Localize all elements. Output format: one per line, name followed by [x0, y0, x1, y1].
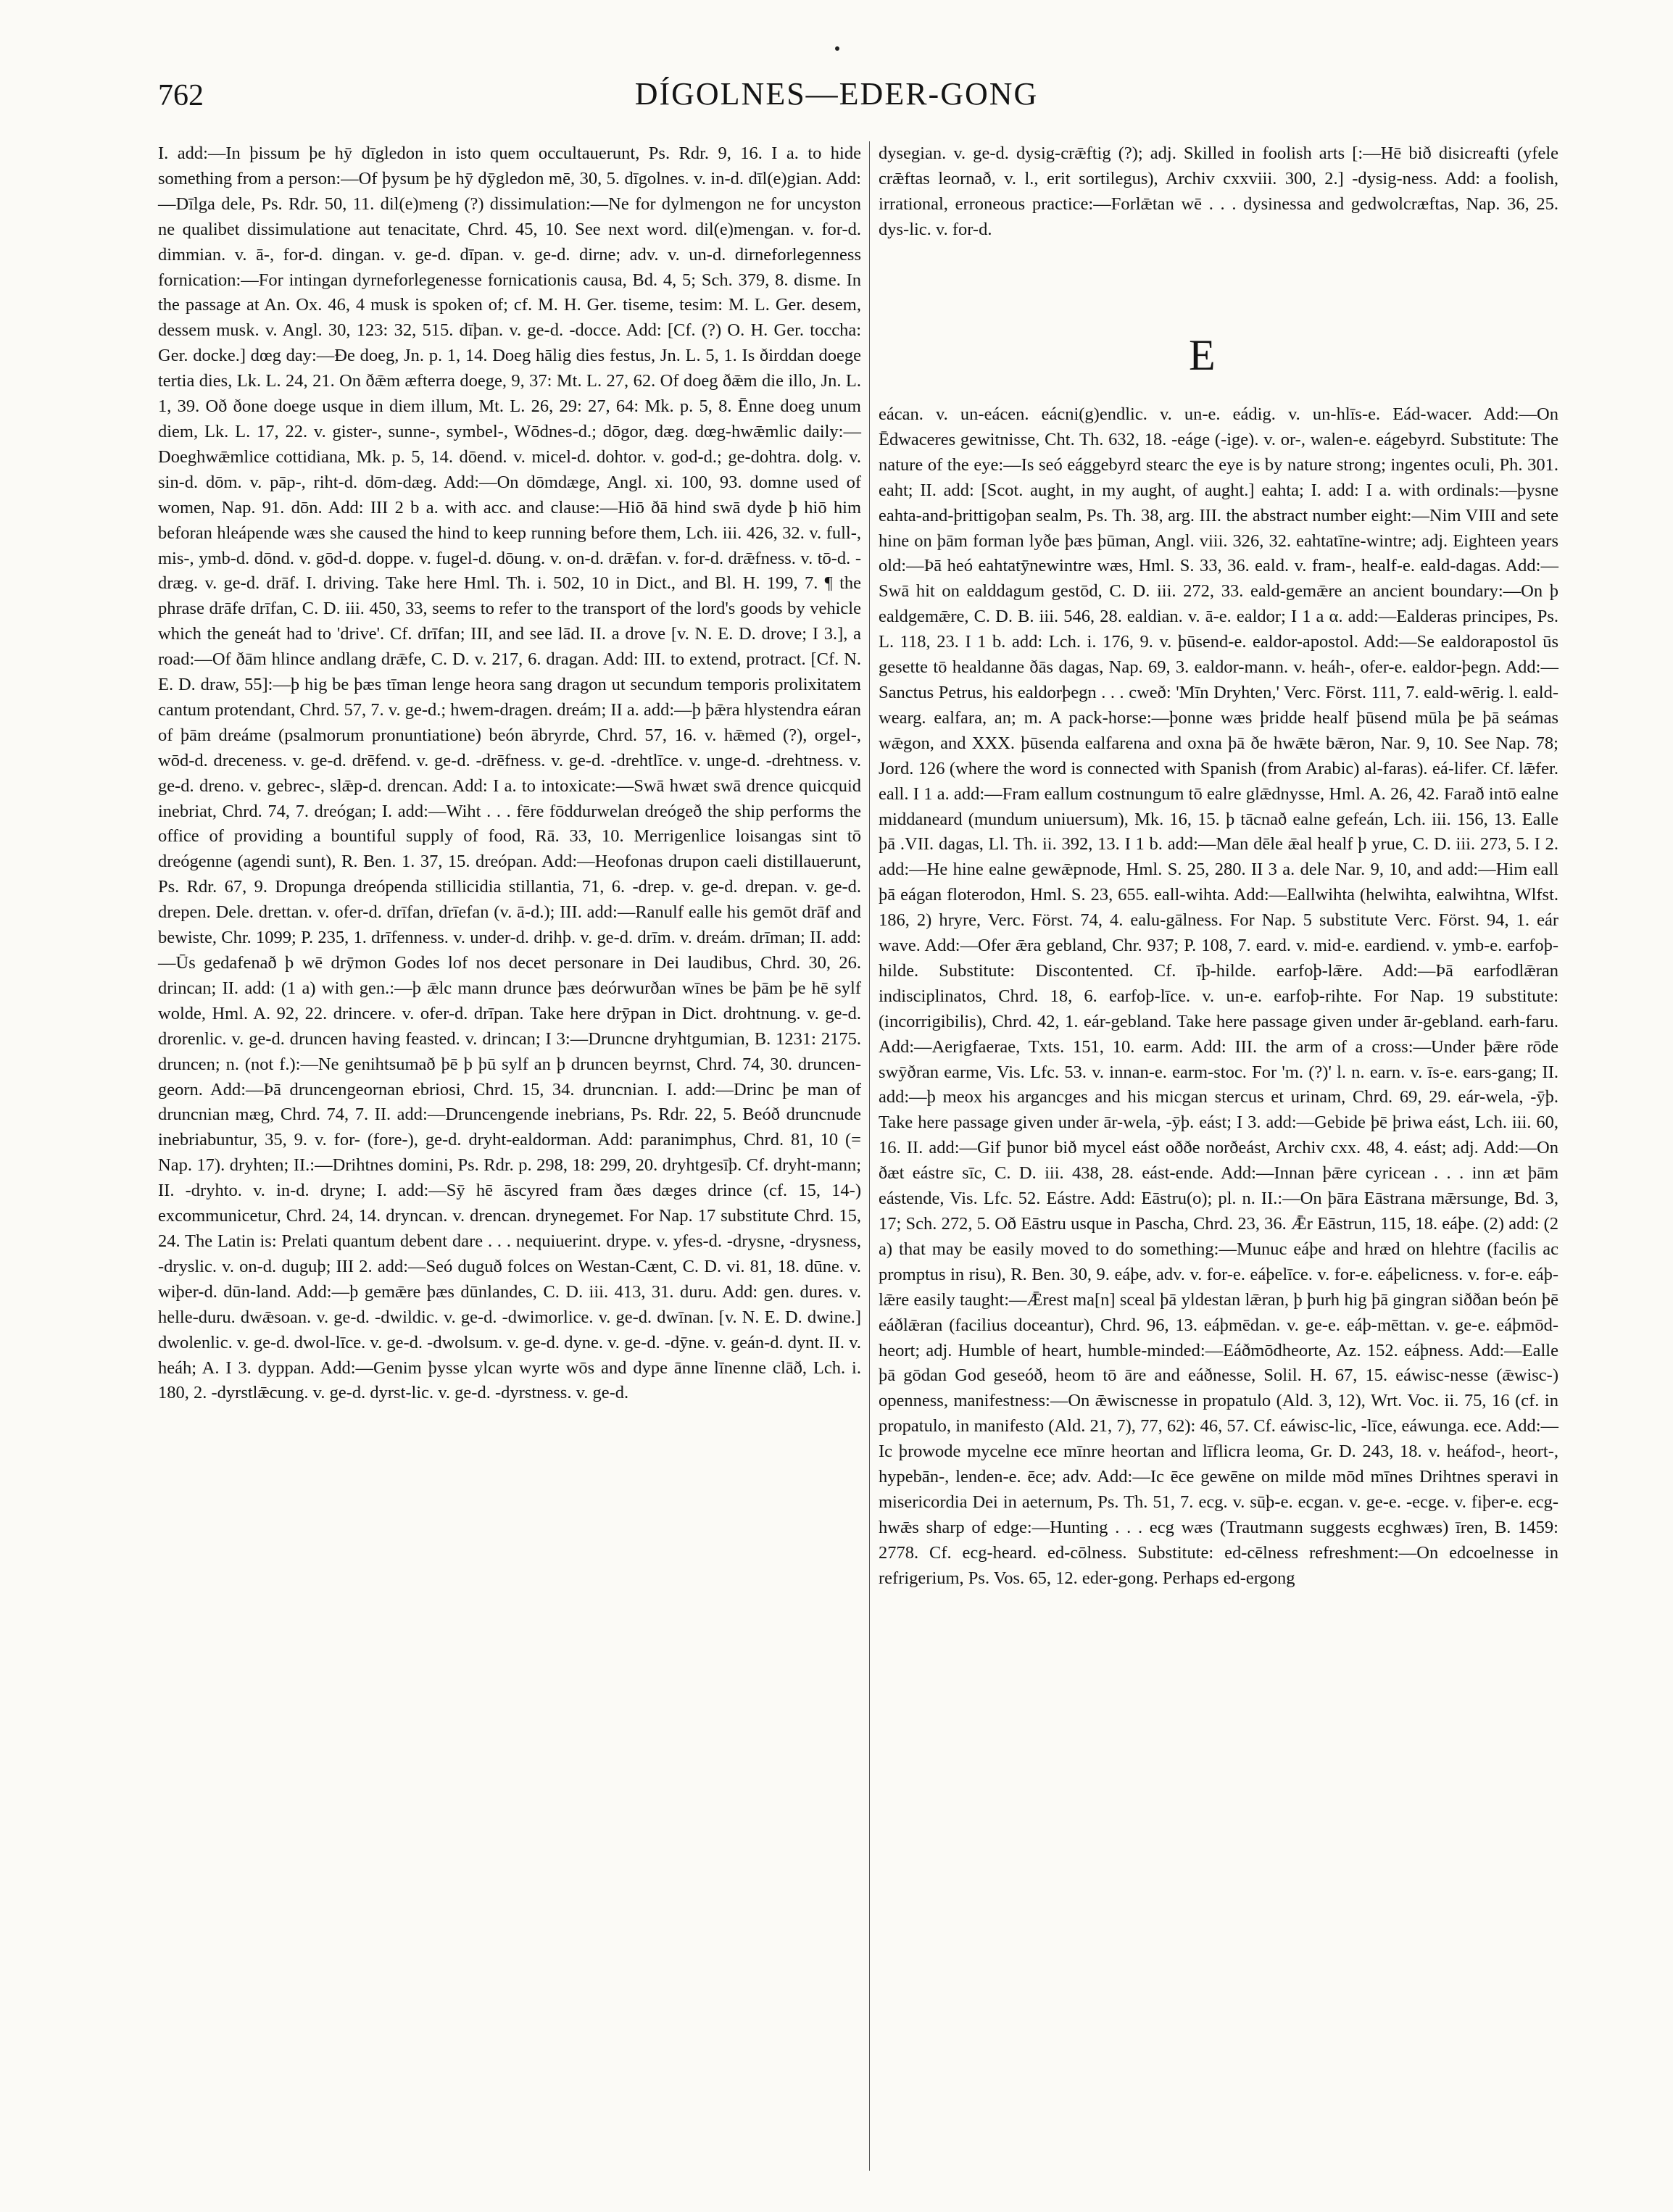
- right-column-bottom: [879, 402, 1558, 1592]
- page-number: 762: [158, 79, 204, 112]
- right-column-top-text: dysegian. v. ge-d. dysig-crǣftig (?); adj. Skilled in foolish arts [:—Hē bið disicreafti (yfele crǣftas leornað, v. l., erit sortilegus), Archiv cxxviii. 300, 2.] -dysig-ness. Add: a foolish, irrational, erroneous practice:—Forlǣtan wē . . . dysinessa and gedwolcræftas, Nap. 36, 25. dys-lic. v. for-d.: [879, 144, 1558, 239]
- section-letter: E: [1189, 331, 1216, 379]
- column-divider: [869, 141, 870, 2171]
- right-column-bottom-text: eácan. v. un-eácen. eácni(g)endlic. v. un-e. eádig. v. un-hlīs-e. Eád-wacer. Add:—On Ēdwaceres gewitnisse, Cht. Th. 632, 18. -eáge (-ige). v. or-, walen-e. eágebyrd. Substitute: The nature of the eye:—Is seó eággebyrd stearc the eye is by nature strong; ingentes oculi, Ph. 301. eaht; II. add: [Scot. aught, in my aught, of aught.] eahta; I. add: I a. with ordinals:—þysne eahta-and-þrittigoþan sealm, Ps. Th. 38, arg. III. the abstract number eight:—Nim VIII and sete hine on þām forman lyðe þæs þūman, Angl. viii. 326, 32. eahtatīne-wintre; adj. Eighteen years old:—Þā heó eahtatȳnewintre wæs, Hml. S. 33, 36. eald. v. fram-, healf-e. eald-dagas. Add:—Swā hit on ealddagum gestōd, C. D. iii. 272, 33. eald-gemǣre an ancient boundary:—On þ ealdgemǣre, C. D. B. iii. 546, 28. ealdian. v. ā-e. ealdor; I 1 a α. add:—Ealderas principes, Ps. L. 118, 23. I 1 b. add: Lch. i. 176, 9. v. þūsend-e. ealdor-apostol. Add:—Se ealdorapostol ūs gesette tō healdanne ðās dagas, Nap. 69, 3. ealdor-mann. v. heáh-, ofer-e. ealdor-þegn. Add:—Sanctus Petrus, his ealdorþegn . . . cweð: 'Mīn Dryhten,' Verc. Först. 111, 7. eald-wērig. l. eald-wearg. ealfara, an; m. A pack-horse:—þonne wæs þridde healf þūsend mūla þe þā seámas wǣgon, and XXX. þūsenda ealfarena and oxna þā ðe hwǣte bǣron, Nar. 9, 10. See Nap. 78; Jord. 126 (where the word is connected with Spanish (from Arabic) al-faras). eá-lifer. Cf. lǣfer. eall. I 1 a. add:—Fram eallum costnungum tō ealre glǣdnysse, Hml. A. 26, 42. Farað intō ealne middaneard (mundum uniuersum), Mk. 16, 15. þ tācnað ealne gefeán, Lch. iii. 156, 13. Ealle þā .VII. dagas, Ll. Th. ii. 392, 13. I 1 b. add:—Man dēle ǣal healf þ yrue, C. D. iii. 273, 5. I 2. add:—He hine ealne gewǣpnode, Hml. S. 25, 280. II 3 a. dele Nar. 9, 10, and add:—Him eall þā eágan floterodon, Hml. S. 23, 655. eall-wihta. Add:—Eallwihta (helwihta, ealwihtna, Wlfst. 186, 2) hryre, Verc. Först. 74, 4. ealu-gālness. For Nap. 5 substitute Verc. Först. 94, 1. eár wave. Add:—Ofer ǣra gebland, Chr. 937; P. 108, 7. eard. v. mid-e. eardiend. v. ymb-e. earfoþ-hilde. Substitute: Discontented. Cf. īþ-hilde. earfoþ-lǣre. Add:—Þā earfodlǣran indisciplinatos, Chrd. 18, 6. earfoþ-līce. v. un-e. earfoþ-rihte. For Nap. 19 substitute: (incorrigibilis), Chrd. 42, 1. eár-gebland. Take here passage given under ār-gebland. earh-faru. Add:—Aerigfaerae, Txts. 151, 10. earm. Add: III. the arm of a cross:—Under þǣre rōde swȳðran earme, Vis. Lfc. 53. v. innan-e. earm-stoc. For 'm. (?)' l. n. earn. v. īs-e. ears-gang; II. add:—þ meox his argancges and his micgan stercus et urinam, Chrd. 69, 29. eár-wela, -ȳþ. Take here passage given under ār-wela, -ȳþ. eást; I 3. add:—Gebide þē þriwa eást, Lch. iii. 60, 16. II. add:—Gif þunor bið mycel eást oððe norðeást, Archiv cxx. 48, 4. eást; adj. Add:—On ðæt eástre sīc, C. D. iii. 438, 28. eást-ende. Add:—Innan þǣre cyricean . . . inn æt þām eástende, Vis. Lfc. 52. Eástre. Add: Eāstru(o); pl. n. II.:—On þāra Eāstrana mǣrsunge, Bd. 3, 17; Sch. 272, 5. Oð Eāstru usque in Pascha, Chrd. 23, 36. Ǣr Eāstrun, 115, 18. eáþe. (2) add: (2 a) that may be easily moved to do something:—Munuc eáþe and hræd on hlehtre (facilis ac promptus in risu), R. Ben. 30, 9. eáþe, adv. v. for-e. eáþelīce. v. for-e. eáþelicness. v. for-e. eáþ-lǣre easily taught:—Ǣrest ma[n] sceal þā yldestan lǣran, þ þurh hig þā gingran siððan beón þē eáðlǣran (facilius doceantur), Chrd. 96, 13. eáþmēdan. v. ge-e. eáþ-mēttan. v. ge-e. eáþmōd-heort; adj. Humble of heart, humble-minded:—Eáðmōdheorte, Az. 152. eáþness. Add:—Ealle þā gōdan God geseóð, heom tō āre and eáðnesse, Solil. H. 67, 15. eáwisc-nesse (ǣwisc-) openness, manifestness:—On ǣwiscnesse in propatulo (Ald. 3, 12), Wrt. Voc. ii. 75, 16 (cf. in propatulo, in manifesto (Ald. 21, 7), 77, 62): 46, 57. Cf. eáwisc-lic, -līce, eáwunga. ece. Add:—Ic þrowode mycelne ece mīnre heortan and līflicra leoma, Gr. D. 243, 18. v. heáfod-, heort-, hypebān-, lenden-e. ēce; adv. Add:—Ic ēce gewēne on milde mōd mīnes Drihtnes speravi in misericordia Dei in aeternum, Ps. Th. 51, 7. ecg. v. sūþ-e. ecgan. v. ge-e. -ecge. v. fiþer-e. ecg-hwǣs sharp of edge:—Hunting . . . ecg wæs (Trautmann suggests ecghwæs) īren, B. 1459: 2778. Cf. ecg-heard. ed-cōlness. Substitute: ed-cēlness refreshment:—On edcoelnesse in refrigerium, Ps. Vos. 65, 12. eder-gong. Perhaps ed-ergong: [879, 404, 1558, 1588]
- left-column-text: I. add:—In þissum þe hȳ dīgledon in isto quem occultauerunt, Ps. Rdr. 9, 16. I a. to hide something from a person:—Of þysum þe hȳ dȳgledon mē, 30, 5. dīgolnes. v. in-d. dīl(e)gian. Add:—Dīlga dele, Ps. Rdr. 50, 11. dil(e)meng (?) dissimulation:—Ne for dylmengon ne for uncyston ne qualibet dissimulatione aut tenacitate, Chrd. 45, 10. See next word. dil(e)mengan. v. for-d. dimmian. v. ā-, for-d. dingan. v. ge-d. dīpan. v. ge-d. dirne; adv. v. un-d. dirneforlegenness fornication:—For intingan dyrneforlegenesse fornicationis causa, Bd. 4, 5; Sch. 379, 8. disme. In the passage at An. Ox. 46, 4 musk is spoken of; cf. M. H. Ger. tiseme, tesim: M. L. Ger. desem, dessem musk. v. Angl. 30, 123: 32, 515. dīþan. v. ge-d. -docce. Add: [Cf. (?) O. H. Ger. toccha: Ger. docke.] dœg day:—Ðe doeg, Jn. p. 1, 14. Doeg hālig dies festus, Jn. L. 5, 1. Is ðirddan doege tertia dies, Lk. L. 24, 21. On ðǣm æfterra doege, 9, 37: Mt. L. 27, 62. Of doeg ðǣm die illo, Jn. L. 1, 39. Oð ðone doege usque in diem illum, Mt. L. 26, 29: 27, 64: Mk. p. 5, 8. Ēnne doeg unum diem, Lk. L. 17, 22. v. gister-, sunne-, symbel-, Wōdnes-d.; dōgor, dæg. dœg-hwǣmlic daily:—Doeghwǣmlice cottidiana, Mk. p. 5, 14. dōend. v. micel-d. dohtor. v. god-d.; ge-dohtra. dolg. v. sin-d. dōm. v. pāp-, riht-d. dōm-dæg. Add:—On dōmdæge, Angl. xi. 100, 93. domne used of women, Nap. 91. dōn. Add: III 2 b a. with acc. and clause:—Hiō ðā hind swā dyde þ hiō him beforan hleápende wæs she caused the hind to keep running before them, Lch. iii. 426, 32. v. full-, mis-, ymb-d. dōnd. v. gōd-d. doppe. v. fugel-d. dōung. v. on-d. drǣfan. v. for-d. drǣfness. v. tō-d. -dræg. v. ge-d. drāf. I. driving. Take here Hml. Th. i. 502, 10 in Dict., and Bl. H. 199, 7. ¶ the phrase drāfe drīfan, C. D. iii. 450, 33, seems to refer to the transport of the lord's goods by vehicle which the geneát had to 'drive'. Cf. drīfan; III, and see lād. II. a drove [v. N. E. D. drove; I 3.], a road:—Of ðām hlince andlang drǣfe, C. D. v. 217, 6. dragan. Add: III. to extend, protract. [Cf. N. E. D. draw, 55]:—þ hig be þæs tīman lenge heora sang dragon ut secundum temporis prolixitatem cantum protendant, Chrd. 57, 7. v. ge-d.; hwem-dragen. dreám; II a. add:—þ þǣra hlystendra eáran of þām dreáme (psalmorum pronuntiatione) beón ābryrde, Chrd. 57, 16. v. hǣmed (?), orgel-, wōd-d. dreceness. v. ge-d. drēfend. v. ge-d. -drēfness. v. ge-d. -drehtlīce. v. unge-d. -drehtness. v. ge-d. dreno. v. gebrec-, slǣp-d. drencan. Add: I a. to intoxicate:—Swā hwæt swā drence quicquid inebriat, Chrd. 74, 7. dreógan; I. add:—Wiht . . . fēre fōddurwelan dreógeð the ship performs the office of providing a bountiful supply of food, Rā. 33, 10. Merrigenlice loisangas sint tō dreógenne (agendi sunt), R. Ben. 1. 37, 15. dreópan. Add:—Heofonas drupon caeli distillauerunt, Ps. Rdr. 67, 9. Dropunga dreópenda stillicidia stillantia, 71, 6. -drep. v. ge-d. drepan. v. ge-d. drepen. Dele. drettan. v. ofer-d. drīfan, drīefan (v. ā-d.); III. add:—Ranulf ealle his gemōt drāf and bewiste, Chr. 1099; P. 235, 1. drīfenness. v. under-d. drihþ. v. ge-d. drīm. v. dreám. drīman; II. add:—Ūs gedafenað þ wē drȳmon Godes lof nos decet personare in Dei laudibus, Chrd. 30, 26. drincan; II. add: (1 a) with gen.:—þ ǣlc mann drunce þæs deórwurðan wīnes be þām þe hē sylf wolde, Hml. A. 92, 22. drincere. v. ofer-d. drīpan. Take here drȳpan in Dict. drohtnung. v. ge-d. drorenlic. v. ge-d. druncen having feasted. v. drincan; I 3:—Druncne dryhtgumian, B. 1231: 2175. druncen; n. (not f.):—Ne genihtsumað þē þ þū sylf an þ druncen beyrnst, Chrd. 74, 30. druncen-georn. Add:—Þā druncengeornan ebriosi, Chrd. 15, 34. druncnian. I. add:—Drinc þe man of druncnian mæg, Chrd. 74, 7. II. add:—Druncengende inebrians, Ps. Rdr. 22, 5. Beóð druncnude inebriabuntur, 35, 9. v. for- (fore-), ge-d. dryht-ealdorman. Add: paranimphus, Chrd. 81, 10 (= Nap. 17). dryhten; II.:—Drihtnes domini, Ps. Rdr. p. 298, 18: 299, 20. dryhtgesīþ. Cf. dryht-mann; II. -dryhto. v. in-d. dryne; I. add:—Sȳ hē āscyred fram ðæs dæges drince (cf. 15, 14-) excommunicetur, Chrd. 24, 14. dryncan. v. drencan. drynegemet. For Nap. 17 substitute Chrd. 15, 24. The Latin is: Prelati quantum debent dare . . . nequiuerint. drype. v. yfes-d. -drysne, -drysness, -dryslic. v. on-d. duguþ; III 2. add:—Seó duguð folces on Westan-Cænt, C. D. vi. 81, 18. dūne. v. wiþer-d. dūn-land. Add:—þ gemǣre þæs dūnlandes, C. D. iii. 413, 31. duru. Add: gen. dures. v. helle-duru. dwǣsoan. v. ge-d. -dwildic. v. ge-d. -dwimorlice. v. ge-d. dwīnan. [v. N. E. D. dwine.] dwolenlic. v. ge-d. dwol-līce. v. ge-d. -dwolsum. v. ge-d. dyne. v. ge-d. -dȳne. v. geán-d. dynt. II. v. heáh; A. I 3. dyppan. Add:—Genim þysse ylcan wyrte wōs and dype ānne līnenne clāð, Lch. i. 180, 2. -dyrstlǣcung. v. ge-d. dyrst-lic. v. ge-d. -dyrstness. v. ge-d.: [158, 144, 861, 1403]
- ink-dot: [835, 46, 839, 51]
- running-head: DÍGOLNES—EDER-GONG: [634, 76, 1039, 112]
- right-column-top: [879, 141, 1558, 243]
- left-column: [158, 141, 861, 1406]
